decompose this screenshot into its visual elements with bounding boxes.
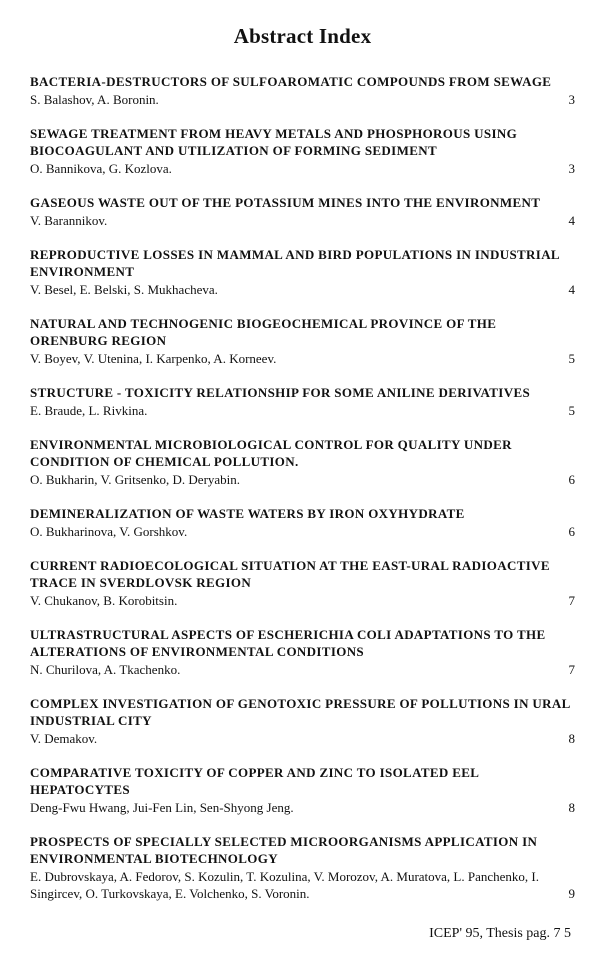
footer-text: ICEP' 95, Thesis pag. 7 5 <box>429 926 571 941</box>
abstract-authors: Deng-Fwu Hwang, Jui-Fen Lin, Sen-Shyong Jeng. <box>30 800 294 815</box>
abstract-page-number: 5 <box>568 403 575 418</box>
abstract-page-number: 7 <box>568 593 575 608</box>
abstract-title: PROSPECTS OF SPECIALLY SELECTED MICROORGANISMS APPLICATION IN ENVIRONMENTAL BIOTECHNOLOGY <box>30 834 538 866</box>
abstract-title: ULTRASTRUCTURAL ASPECTS OF ESCHERICHIA COLI ADAPTATIONS TO THE ALTERATIONS OF ENVIRONMENTAL CONDITIONS <box>30 627 546 659</box>
abstract-index-list <box>30 73 575 919</box>
index-entry <box>30 695 575 747</box>
index-entry <box>30 125 575 177</box>
index-entry <box>30 246 575 298</box>
entry-meta-row <box>30 799 575 816</box>
abstract-page-number: 3 <box>568 161 575 176</box>
abstract-authors: E. Dubrovskaya, A. Fedorov, S. Kozulin, T. Kozulina, V. Morozov, A. Muratova, L. Panchenko, I. Singircev, O. Turkovskaya, E. Volchenko, S. Voronin. <box>30 869 539 901</box>
abstract-title: REPRODUCTIVE LOSSES IN MAMMAL AND BIRD POPULATIONS IN INDUSTRIAL ENVIRONMENT <box>30 247 560 279</box>
abstract-authors: V. Chukanov, B. Korobitsin. <box>30 593 178 608</box>
abstract-authors: E. Braude, L. Rivkina. <box>30 403 148 418</box>
abstract-authors: N. Churilova, A. Tkachenko. <box>30 662 181 677</box>
abstract-title: DEMINERALIZATION OF WASTE WATERS BY IRON OXYHYDRATE <box>30 506 465 521</box>
abstract-authors: V. Demakov. <box>30 731 98 746</box>
abstract-authors: O. Bannikova, G. Kozlova. <box>30 161 172 176</box>
abstract-page-number: 4 <box>568 213 575 228</box>
entry-meta-row <box>30 471 575 488</box>
index-entry <box>30 833 575 902</box>
entry-meta-row <box>30 91 575 108</box>
abstract-authors: V. Barannikov. <box>30 213 108 228</box>
entry-meta-row <box>30 281 575 298</box>
abstract-authors: O. Bukharinova, V. Gorshkov. <box>30 524 188 539</box>
page-title: Abstract Index <box>233 24 372 48</box>
index-entry <box>30 194 575 229</box>
index-entry <box>30 436 575 488</box>
abstract-page-number: 4 <box>568 282 575 297</box>
abstract-authors: V. Besel, E. Belski, S. Mukhacheva. <box>30 282 218 297</box>
entry-meta-row <box>30 160 575 177</box>
abstract-page-number: 7 <box>568 662 575 677</box>
entry-meta-row <box>30 350 575 367</box>
entry-meta-row <box>30 523 575 540</box>
index-entry <box>30 557 575 609</box>
abstract-title: COMPARATIVE TOXICITY OF COPPER AND ZINC TO ISOLATED EEL HEPATOCYTES <box>30 765 479 797</box>
abstract-authors: O. Bukharin, V. Gritsenko, D. Deryabin. <box>30 472 241 487</box>
abstract-page-number: 9 <box>568 886 575 901</box>
abstract-title: BACTERIA-DESTRUCTORS OF SULFOAROMATIC COMPOUNDS FROM SEWAGE <box>30 74 552 89</box>
index-entry <box>30 626 575 678</box>
abstract-page-number: 5 <box>568 351 575 366</box>
abstract-authors: S. Balashov, A. Boronin. <box>30 92 159 107</box>
entry-meta-row <box>30 730 575 747</box>
entry-meta-row <box>30 212 575 229</box>
entry-meta-row <box>30 868 575 902</box>
abstract-title: ENVIRONMENTAL MICROBIOLOGICAL CONTROL FOR QUALITY UNDER CONDITION OF CHEMICAL POLLUTION. <box>30 437 512 469</box>
abstract-title: SEWAGE TREATMENT FROM HEAVY METALS AND PHOSPHOROUS USING BIOCOAGULANT AND UTILIZATION OF FORMING SEDIMENT <box>30 126 518 158</box>
index-entry <box>30 505 575 540</box>
index-entry <box>30 384 575 419</box>
abstract-page-number: 3 <box>568 92 575 107</box>
abstract-page-number: 8 <box>568 731 575 746</box>
abstract-page-number: 6 <box>568 472 575 487</box>
abstract-title: GASEOUS WASTE OUT OF THE POTASSIUM MINES INTO THE ENVIRONMENT <box>30 195 541 210</box>
abstract-page-number: 8 <box>568 800 575 815</box>
index-entry <box>30 315 575 367</box>
abstract-page-number: 6 <box>568 524 575 539</box>
entry-meta-row <box>30 402 575 419</box>
index-entry <box>30 73 575 108</box>
abstract-authors: V. Boyev, V. Utenina, I. Karpenko, A. Korneev. <box>30 351 277 366</box>
abstract-title: CURRENT RADIOECOLOGICAL SITUATION AT THE EAST-URAL RADIOACTIVE TRACE IN SVERDLOVSK REGION <box>30 558 550 590</box>
entry-meta-row <box>30 592 575 609</box>
index-entry <box>30 764 575 816</box>
abstract-title: STRUCTURE - TOXICITY RELATIONSHIP FOR SOME ANILINE DERIVATIVES <box>30 385 531 400</box>
abstract-title: COMPLEX INVESTIGATION OF GENOTOXIC PRESSURE OF POLLUTIONS IN URAL INDUSTRIAL CITY <box>30 696 570 728</box>
entry-meta-row <box>30 661 575 678</box>
abstract-title: NATURAL AND TECHNOGENIC BIOGEOCHEMICAL PROVINCE OF THE ORENBURG REGION <box>30 316 497 348</box>
